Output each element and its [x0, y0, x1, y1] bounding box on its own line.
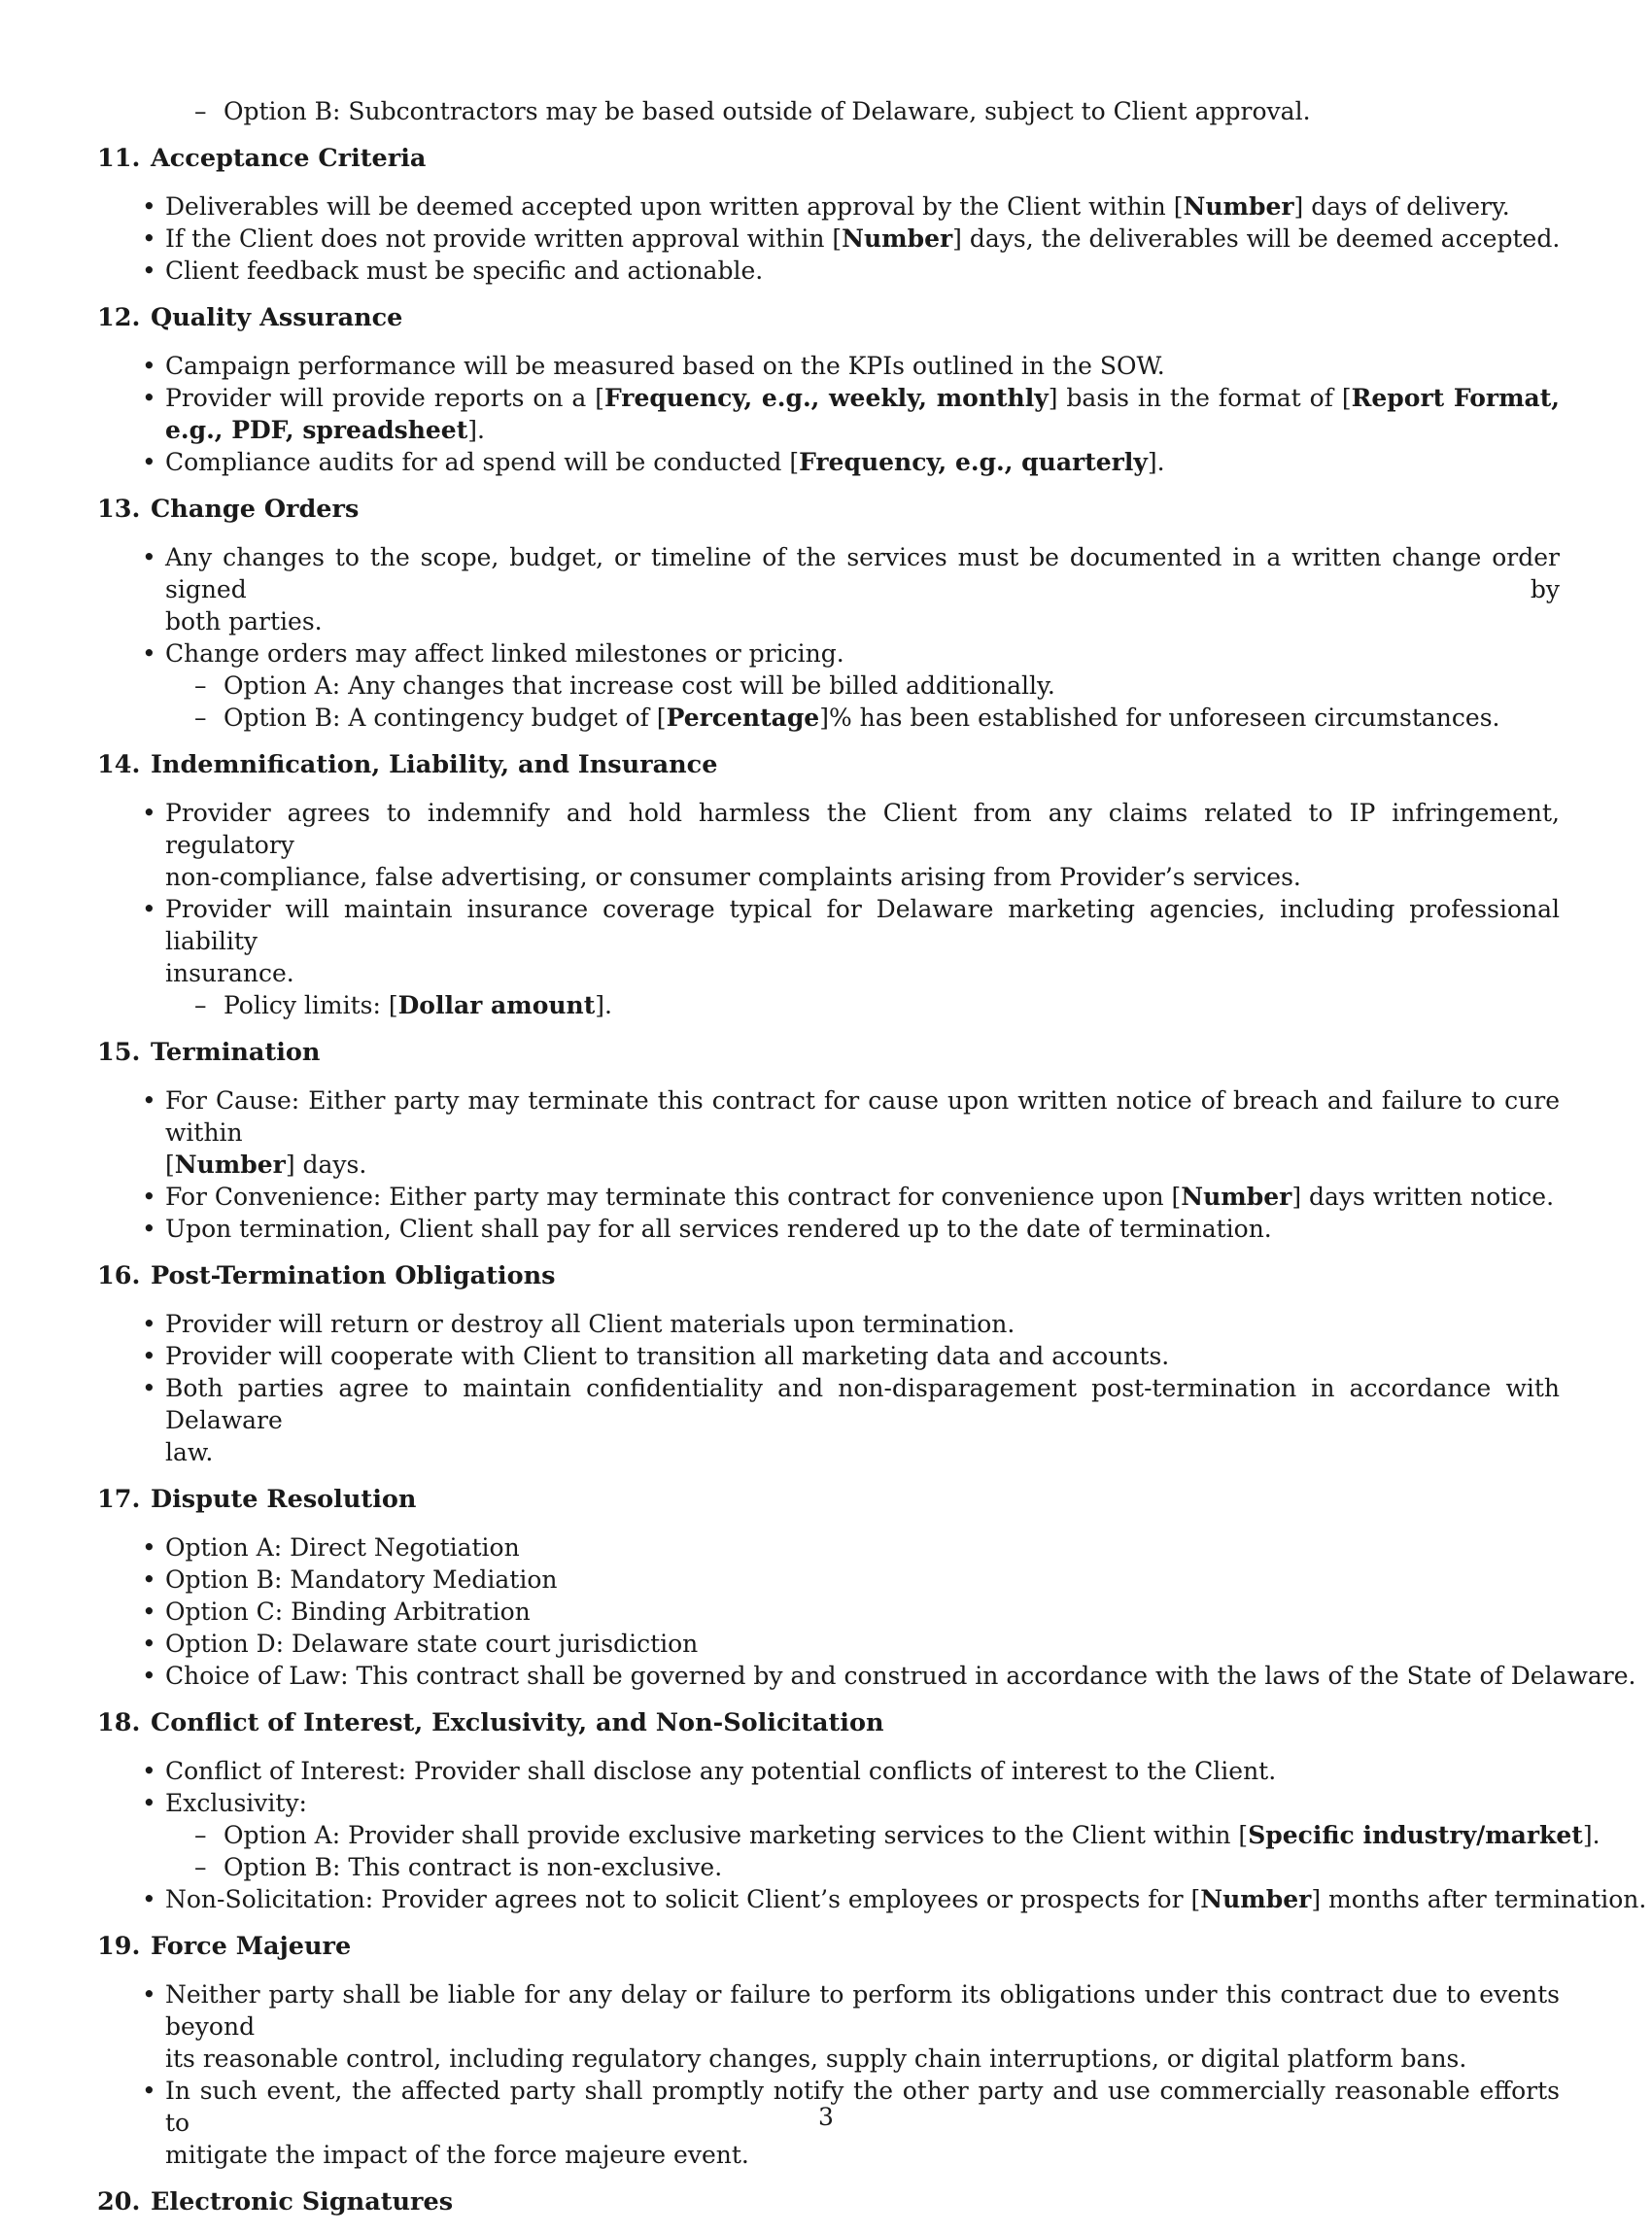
list-item: • Campaign performance will be measured based on the KPIs outlined in the SOW.: [142, 352, 1165, 380]
bullet-icon: •: [142, 224, 156, 253]
bullet-icon: •: [142, 2077, 156, 2105]
list-item-continuation: its reasonable control, including regulatory changes, supply chain interruptions, or digital platform bans.: [165, 2045, 1467, 2073]
bullet-icon: •: [142, 1086, 156, 1115]
bullet-icon: •: [142, 448, 156, 476]
list-item: • Provider will provide reports on a [Frequency, e.g., weekly, monthly] basis in the format of [Report Format,: [142, 384, 1560, 412]
list-item: • Option B: Mandatory Mediation: [142, 1565, 558, 1594]
list-item: • Option A: Direct Negotiation: [142, 1533, 520, 1562]
bullet-icon: •: [142, 1565, 156, 1594]
bullet-icon: •: [142, 384, 156, 412]
bullet-icon: •: [142, 639, 156, 668]
bullet-icon: •: [142, 1885, 156, 1913]
list-item: • Option D: Delaware state court jurisdiction: [142, 1630, 699, 1658]
list-item: • Upon termination, Client shall pay for all services rendered up to the date of termination.: [142, 1215, 1272, 1243]
list-item-continuation: insurance.: [165, 959, 294, 987]
bullet-icon: •: [142, 1374, 156, 1402]
dash-marker: –: [194, 671, 207, 700]
bullet-icon: •: [142, 1662, 156, 1690]
sub-option: – Option B: This contract is non-exclusive.: [194, 1853, 723, 1881]
option-subcontractors: – Option B: Subcontractors may be based outside of Delaware, subject to Client approval.: [194, 97, 1311, 125]
section-11-heading: 11. Acceptance Criteria: [97, 144, 427, 173]
list-item-continuation: both parties.: [165, 607, 323, 636]
list-item: • Choice of Law: This contract shall be governed by and construed in accordance with the laws of the State of Delaware.: [142, 1662, 1636, 1690]
sub-option: – Option A: Any changes that increase cost will be billed additionally.: [194, 671, 1055, 700]
list-item-continuation: non-compliance, false advertising, or consumer complaints arising from Provider’s services.: [165, 863, 1301, 891]
list-item: • Provider will maintain insurance coverage typical for Delaware marketing agencies, including professional liability: [142, 895, 1560, 955]
dash-marker: –: [194, 704, 207, 732]
list-item-continuation: mitigate the impact of the force majeure event.: [165, 2141, 749, 2169]
bullet-icon: •: [142, 799, 156, 827]
bullet-icon: •: [142, 1310, 156, 1338]
sub-option: – Option A: Provider shall provide exclusive marketing services to the Client within [Specific industry/market].: [194, 1821, 1600, 1849]
bullet-icon: •: [142, 1342, 156, 1370]
bullet-icon: •: [142, 1757, 156, 1785]
bullet-icon: •: [142, 352, 156, 380]
bullet-icon: •: [142, 895, 156, 923]
list-item: • In such event, the affected party shall promptly notify the other party and use commercially reasonable efforts to: [142, 2077, 1560, 2137]
section-13-heading: 13. Change Orders: [97, 495, 360, 524]
list-item-continuation: [Number] days.: [165, 1151, 367, 1179]
bullet-icon: •: [142, 1980, 156, 2009]
bullet-icon: •: [142, 1533, 156, 1562]
bullet-icon: •: [142, 1598, 156, 1626]
bullet-icon: •: [142, 543, 156, 571]
list-item: • Provider will return or destroy all Client materials upon termination.: [142, 1310, 1015, 1338]
list-item: • If the Client does not provide written approval within [Number] days, the deliverables will be deemed accepted.: [142, 224, 1561, 253]
dash-marker: –: [194, 97, 207, 125]
sub-option: – Option B: A contingency budget of [Percentage]% has been established for unforeseen circumstances.: [194, 704, 1500, 732]
list-item: • Option C: Binding Arbitration: [142, 1598, 531, 1626]
bullet-icon: •: [142, 1630, 156, 1658]
dash-marker: –: [194, 1853, 207, 1881]
list-item-continuation: e.g., PDF, spreadsheet].: [165, 416, 485, 444]
list-item: • Deliverables will be deemed accepted upon written approval by the Client within [Number] days of delivery.: [142, 192, 1510, 221]
sub-option: – Policy limits: [Dollar amount].: [194, 991, 612, 1019]
list-item: • Any changes to the scope, budget, or timeline of the services must be documented in a written change order signed by: [142, 543, 1560, 603]
section-17-heading: 17. Dispute Resolution: [97, 1485, 417, 1514]
list-item: • Compliance audits for ad spend will be conducted [Frequency, e.g., quarterly].: [142, 448, 1165, 476]
list-item: • Provider will cooperate with Client to transition all marketing data and accounts.: [142, 1342, 1170, 1370]
document-page: [97, 95, 1647, 2234]
bullet-icon: •: [142, 1183, 156, 1211]
list-item: • Client feedback must be specific and actionable.: [142, 257, 764, 285]
section-15-heading: 15. Termination: [97, 1038, 321, 1067]
section-16-heading: 16. Post-Termination Obligations: [97, 1261, 556, 1290]
dash-marker: –: [194, 991, 207, 1019]
list-item-continuation: law.: [165, 1438, 214, 1466]
page-number: 3: [818, 2103, 834, 2131]
bullet-icon: •: [142, 192, 156, 221]
list-item: • Non-Solicitation: Provider agrees not to solicit Client’s employees or prospects for [Number] months after termination.: [142, 1885, 1647, 1913]
list-item: • Exclusivity:: [142, 1789, 307, 1817]
section-19-heading: 19. Force Majeure: [97, 1932, 352, 1961]
list-item: • Both parties agree to maintain confidentiality and non-disparagement post-termination in accordance with Delaware: [142, 1374, 1560, 1434]
section-20-heading: 20. Electronic Signatures: [97, 2187, 454, 2217]
list-item: • For Cause: Either party may terminate this contract for cause upon written notice of breach and failure to cure within: [142, 1086, 1560, 1147]
list-item: • Provider agrees to indemnify and hold harmless the Client from any claims related to IP infringement, regulatory: [142, 799, 1560, 859]
bullet-icon: •: [142, 1789, 156, 1817]
list-item: • Conflict of Interest: Provider shall disclose any potential conflicts of interest to the Client.: [142, 1757, 1277, 1785]
section-12-heading: 12. Quality Assurance: [97, 303, 403, 332]
bullet-icon: •: [142, 257, 156, 285]
bullet-icon: •: [142, 1215, 156, 1243]
section-18-heading: 18. Conflict of Interest, Exclusivity, and Non-Solicitation: [97, 1708, 884, 1737]
list-item: • Change orders may affect linked milestones or pricing.: [142, 639, 844, 668]
list-item: • For Convenience: Either party may terminate this contract for convenience upon [Number] days written notice.: [142, 1183, 1555, 1211]
list-item: • Neither party shall be liable for any delay or failure to perform its obligations under this contract due to events beyond: [142, 1980, 1560, 2041]
section-14-heading: 14. Indemnification, Liability, and Insurance: [97, 750, 718, 779]
dash-marker: –: [194, 1821, 207, 1849]
